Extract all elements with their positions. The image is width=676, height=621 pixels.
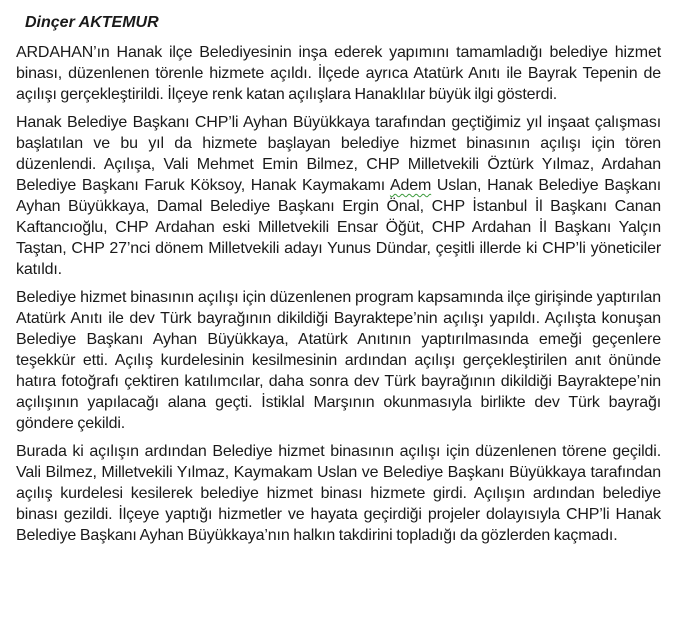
- paragraph-4: Burada ki açılışın ardından Belediye hizmet binasının açılışı için düzenlenen törene geçildi. Vali Bilmez, Milletvekili Yılmaz, Kaymakam Uslan ve Belediye Başkanı Büyükkaya tarafından açılış kurdelesi kesilerek belediye hizmet binası hizmete girdi. Açılışın ardından belediye binası gezildi. İlçeye yaptığı hizmetler ve hayata geçirdiği projeler dolayısıyla CHP’li Hanak Belediye Başkanı Ayhan Büyükkaya’nın halkın takdirini topladığı da gözlerden kaçmadı.: [16, 443, 661, 544]
- paragraph-3: Belediye hizmet binasının açılışı için düzenlenen program kapsamında ilçe girişinde yaptırılan Atatürk Anıtı ile dev Türk bayrağının dikildiği Bayraktepe’nin açılışı yapıldı. Açılışta konuşan Belediye Başkanı Ayhan Büyükkaya, Atatürk Anıtının yaptırılmasında emeği geçenlere teşekkür etti. Açılış kurdelesinin kesilmesinin ardından açılışı gerçekleştirilen anıt önünde hatıra fotoğrafı çektiren katılımcılar, daha sonra dev Türk bayrağının dikildiği Bayraktepe’nin açılışının yapılacağı alana geçti. İstiklal Marşının okunmasıyla birlikte dev Türk bayrağı göndere çekildi.: [16, 289, 661, 432]
- paragraph-2-before: Hanak Belediye Başkanı CHP’li Ayhan Büyükkaya tarafından geçtiğimiz yıl inşaat çalışması başlatılan ve bu yıl da hizmete başlayan belediye hizmet binasının açılışı için tören düzenlendi. Açılışa, Vali Mehmet Emin Bilmez, CHP Milletvekili Öztürk Yılmaz, Ardahan Belediye Başkanı Faruk Köksoy, Hanak Kaymakamı: [16, 114, 661, 194]
- document-page: [16, 0, 661, 553]
- author-byline: Dinçer AKTEMUR: [25, 14, 159, 31]
- paragraph-1: ARDAHAN’ın Hanak ilçe Belediyesinin inşa ederek yapımını tamamladığı belediye hizmet binası, düzenlenen törenle hizmete açıldı. İlçede ayrıca Atatürk Anıtı ile Bayrak Tepenin de açılışı gerçekleştirildi. İlçeye renk katan açılışlara Hanaklılar büyük ilgi gösterdi.: [16, 44, 661, 103]
- article-body: [16, 42, 661, 546]
- paragraph-2-after: Uslan, Hanak Belediye Başkanı Ayhan Büyükkaya, Damal Belediye Başkanı Ergin Önal, CHP İstanbul İl Başkanı Canan Kaftancıoğlu, CHP Ardahan eski Milletvekili Ensar Öğüt, CHP Ardahan İl Başkanı Yalçın Taştan, CHP 27’nci dönem Milletvekili adayı Yunus Dündar, çeşitli illerde ki CHP’li yöneticiler katıldı.: [16, 177, 662, 278]
- spellcheck-flagged-word[interactable]: Adem: [389, 177, 432, 194]
- paragraph-2: [16, 112, 661, 280]
